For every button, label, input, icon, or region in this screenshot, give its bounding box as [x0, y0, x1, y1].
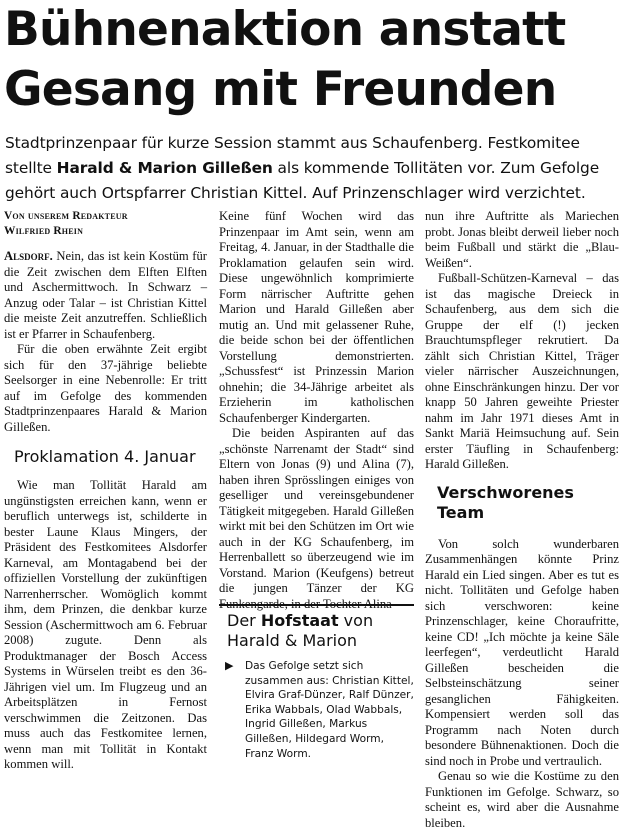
paragraph: Genau so wie die Kostüme zu den Funktionen im Gefolge. Schwarz, so scheint es, wird aber die Ausnahme bleiben.	[425, 769, 619, 830]
paragraph: Von solch wunderbaren Zusammenhängen könnte Prinz Harald ein Lied singen. Aber es tut es nicht. Tollitäten und Gefolge haben sich verschworen: keine Prinzenschlager, keine Choraufritte, keine CD! „Ich möchte ja keine Säle leerfegen“, verdeutlicht Harald Gilleßen bescheiden die Selbsteinschätzung seiner gesanglichen Fähigkeiten. Kompensiert werden soll das Programm nach Noten durch besondere Bühnenaktionen. Doch die sind noch in Probe und vertraulich.	[425, 536, 619, 768]
paragraph: Wie man Tollität Harald am ungünstigsten erreichen kann, wenn er beruflich unterwegs ist, schilderte in bester Laune Klaus Mingers, der Präsident des Festkomitees Alsdorfer Karneval, am Montagabend bei der offiziellen Vorstellung der zukünftigen Narrenherrscher. Womöglich kommt ihm, dem Prinzen, die denkbar kurze Session (Aschermittwoch am 6. Februar 2008) zugute. Denn als Produktmanager der Bosch Access Systems in Würselen treibt es den 36-Jährigen viel um. Im Flugzeug und an Arbeitsplätzen in Fernost verschwimmen die Zeitzonen. Das muss auch das Festkomitee lernen, wenn man mit Tollität in Kontakt kommen will.	[4, 478, 207, 771]
headline-line-1: Bühnenaktion anstatt	[4, 2, 566, 57]
column-2	[219, 209, 414, 612]
byline-author: Wilfried Rhein	[4, 225, 84, 237]
paragraph	[4, 249, 207, 342]
triangle-right-icon: ▶	[225, 659, 234, 672]
infobox-text	[225, 659, 414, 761]
infobox-title-line-2: Harald & Marion	[227, 631, 358, 650]
lead-names: Harald & Marion Gilleßen	[56, 159, 273, 177]
infobox-title-bold: Hofstaat	[260, 611, 339, 630]
infobox-title: Der Hofstaat von Harald & Marion	[227, 611, 374, 650]
paragraph: Die beiden Aspiranten auf das „schönste Narrenamt der Stadt“ sind Eltern von Jonas (9) und Alina (7), haben ihren Sprösslingen einiges von geselliger und vereinsgebundener Tätigkeit mitgegeben. Harald Gilleßen wirkt mit bei den Schützen im Ort wie auch in der KG Schaufenberg, im Herrenballett so überzeugend wie im Vorstand. Marion (Keufgens) betreut die jungen Tänzer der KG Funkengarde, in der Tochter Alina	[219, 426, 414, 611]
dateline-place: Alsdorf.	[4, 249, 53, 263]
paragraph: nun ihre Auftritte als Mariechen probt. Jonas bleibt derweil lieber noch beim Fußball und stärkt die „Blau-Weißen“.	[425, 209, 619, 270]
column-1	[4, 209, 207, 773]
hofstaat-infobox	[219, 604, 414, 760]
lead-text-2: als kommende Tollitäten vor. Zum Gefolge gehört auch Ortspfarrer Christian Kittel. Auf Prinzenschlager wird verzichtet.	[5, 159, 600, 202]
subheading: Verschworenes Team	[437, 482, 574, 522]
byline	[4, 209, 207, 239]
headline	[4, 0, 616, 120]
headline-line-2: Gesang mit Freunden	[4, 62, 557, 117]
infobox-body: Das Gefolge setzt sich zusammen aus: Christian Kittel, Elvira Graf-Dünzer, Ralf Dünzer, Erika Wabbals, Olad Wabbals, Ingrid Gilleßen, Markus Gilleßen, Hildegard Worm, Franz Worm.	[245, 660, 414, 760]
byline-line-1: Von unserem Redakteur	[4, 210, 128, 222]
lead-paragraph	[5, 131, 617, 206]
subheading: Proklamation 4. Januar	[14, 447, 196, 466]
lead-text-1: Stadtprinzenpaar für kurze Session stammt aus Schaufenberg. Festkomitee stellte	[5, 134, 580, 177]
paragraph-text: Nein, das ist kein Kostüm für die Zeit zwischen dem Elften Elften und Aschermittwoch. In Schwarz – Anzug oder Talar – ist Christian Kittel die meiste Zeit anzutreffen. Schließlich ist er Pfarrer in Schaufenberg.	[4, 249, 207, 341]
column-3	[425, 209, 619, 831]
paragraph: Keine fünf Wochen wird das Prinzenpaar im Amt sein, wenn am Freitag, 4. Januar, in der Stadthalle die Proklamation gelaufen sein wird. Diese ungewöhnlich komprimierte Form närrischer Auftritte gehen Marion und Harald Gilleßen aber mutig an. Und mit gelassener Ruhe, die beide schon bei der öffentlichen Vorstellung demonstrierten. „Schussfest“ ist Prinzessin Marion ohnehin; die 34-Jährige arbeitet als Erzieherin im katholischen Schaufenberger Kindergarten.	[219, 209, 414, 425]
paragraph: Für die oben erwähnte Zeit ergibt sich für den 37-jährige beliebte Seelsorger in eine Nebenrolle: Er tritt auf im Gefolge des kommenden Stadtprinzenpaares Harald & Marion Gilleßen.	[4, 342, 207, 434]
paragraph: Fußball-Schützen-Karneval – das ist das magische Dreieck in Schaufenberg, aus dem sich die Gruppe der elf (!) jecken Brauchtumspfleger rekrutiert. Da zählt sich Christian Kittel, Träger vieler närrischer Auszeichnungen, ohne Einschränkungen hinzu. Der vor knapp 50 Jahren geweihte Priester nahm im Jahr 1971 dieses Amt in Sankt Mariä Heimsuchung auf. Sein erster Täufling in Schaufenberg: Harald Gilleßen.	[425, 271, 619, 471]
